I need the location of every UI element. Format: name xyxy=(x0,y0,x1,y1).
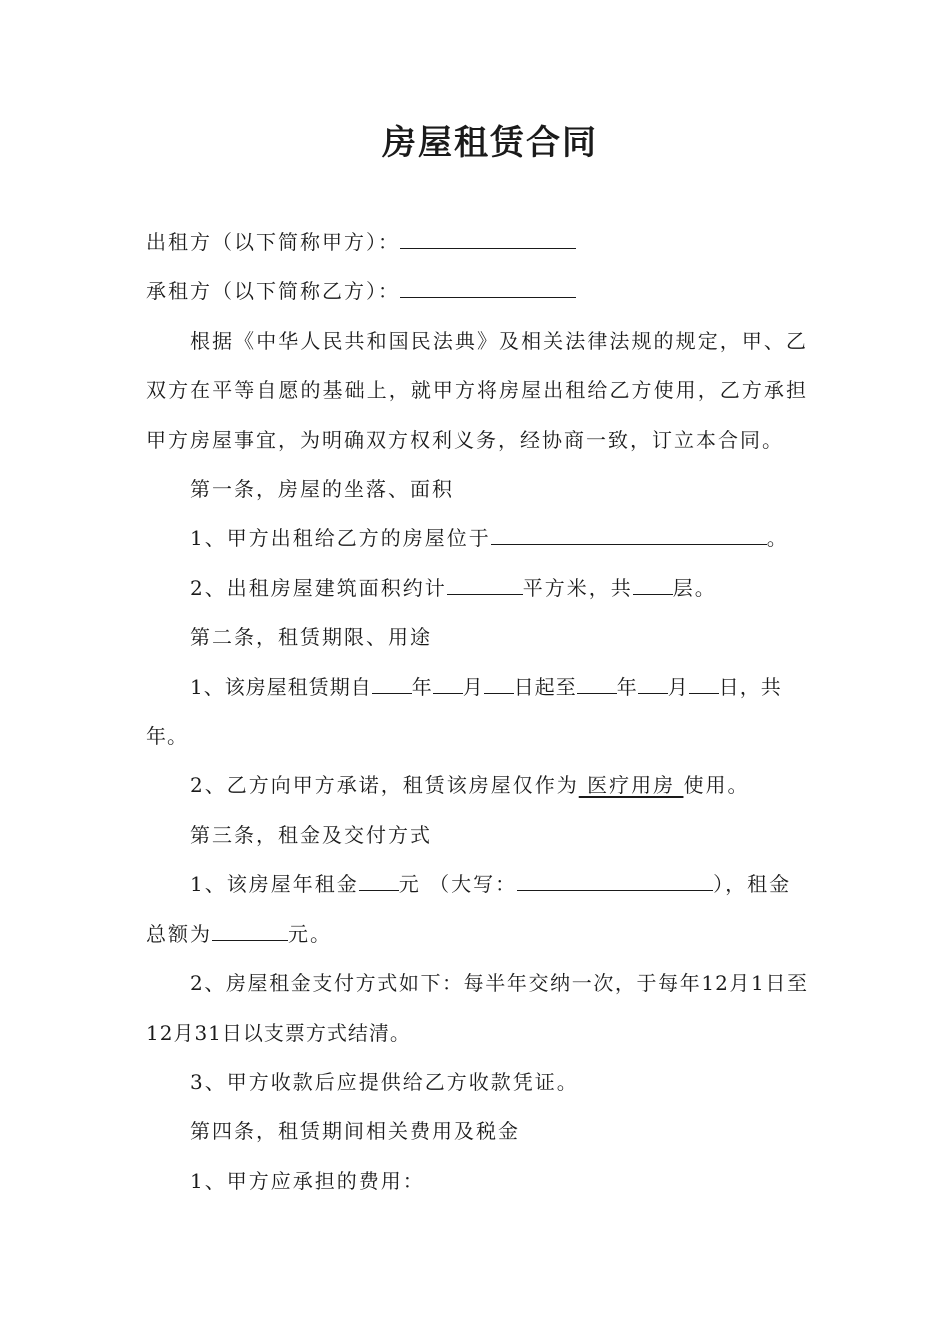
article-2-clause-1 xyxy=(146,663,808,762)
clause-text: 月 xyxy=(462,674,484,699)
clause-text: 2、乙方向甲方承诺，租赁该房屋仅作为 xyxy=(190,773,579,798)
clause-text: 月 xyxy=(667,674,689,699)
clause-text: 元 （大写： xyxy=(398,872,518,897)
start-month-blank[interactable] xyxy=(433,669,463,694)
address-blank[interactable] xyxy=(491,520,767,545)
article-3-clause-1 xyxy=(146,860,808,959)
lessor-blank[interactable] xyxy=(400,224,576,249)
article-4-clause-1: 1、甲方应承担的费用： xyxy=(190,1168,425,1193)
lessee-line xyxy=(146,267,808,316)
article-4-heading: 第四条，租赁期间相关费用及税金 xyxy=(190,1119,520,1144)
end-year-blank[interactable] xyxy=(577,669,617,694)
clause-text: 元。 xyxy=(288,921,332,946)
lessee-blank[interactable] xyxy=(400,273,576,298)
clause-text: 1、该房屋年租金 xyxy=(190,872,359,897)
document-title: 房屋租赁合同 xyxy=(382,123,598,163)
annual-rent-blank[interactable] xyxy=(359,866,399,891)
contract-body xyxy=(146,218,808,1206)
clause-text: 年 xyxy=(616,674,638,699)
article-1-clause-2 xyxy=(146,564,808,613)
article-1-clause-1 xyxy=(146,514,808,563)
lessor-label: 出租方（以下简称甲方）： xyxy=(146,230,400,254)
clause-text: 日，共 xyxy=(718,674,782,699)
lessor-line xyxy=(146,218,808,267)
end-day-blank[interactable] xyxy=(689,669,719,694)
start-day-blank[interactable] xyxy=(484,669,514,694)
clause-text: 年。 xyxy=(146,724,188,749)
article-3-heading: 第三条，租金及交付方式 xyxy=(190,822,432,847)
area-blank[interactable] xyxy=(447,570,523,595)
clause-text: 日起至 xyxy=(513,674,577,699)
article-3-clause-2: 2、房屋租金支付方式如下：每半年交纳一次，于每年12月1日至12月31日以支票方式结清。 xyxy=(146,971,808,1045)
lessee-label: 承租方（以下简称乙方）： xyxy=(146,279,400,304)
end-month-blank[interactable] xyxy=(638,669,668,694)
clause-text: 2、出租房屋建筑面积约计 xyxy=(190,575,447,600)
clause-text: 使用。 xyxy=(683,773,750,798)
clause-text: 。 xyxy=(766,526,789,551)
clause-text: 层。 xyxy=(672,575,717,600)
rent-in-words-blank[interactable] xyxy=(517,866,713,891)
clause-text: ），租金总额为 xyxy=(146,872,792,946)
total-rent-blank[interactable] xyxy=(212,916,288,941)
article-2-heading: 第二条，租赁期限、用途 xyxy=(190,625,432,650)
article-1-heading: 第一条，房屋的坐落、面积 xyxy=(190,477,454,502)
clause-text: 1、该房屋租赁期自 xyxy=(190,674,372,699)
preamble-paragraph: 根据《中华人民共和国民法典》及相关法律法规的规定，甲、乙双方在平等自愿的基础上，就甲方将房屋出租给乙方使用，乙方承担甲方房屋事宜，为明确双方权利义务，经协商一致，订立本合同。 xyxy=(146,328,808,452)
clause-text: 1、甲方出租给乙方的房屋位于 xyxy=(190,526,491,551)
usage-value: 医疗用房 xyxy=(578,773,684,798)
floors-blank[interactable] xyxy=(633,570,673,595)
start-year-blank[interactable] xyxy=(372,669,412,694)
clause-text: 平方米，共 xyxy=(522,575,633,600)
article-2-clause-2 xyxy=(146,761,808,810)
clause-text: 年 xyxy=(411,674,433,699)
article-3-clause-3: 3、甲方收款后应提供给乙方收款凭证。 xyxy=(190,1069,579,1094)
